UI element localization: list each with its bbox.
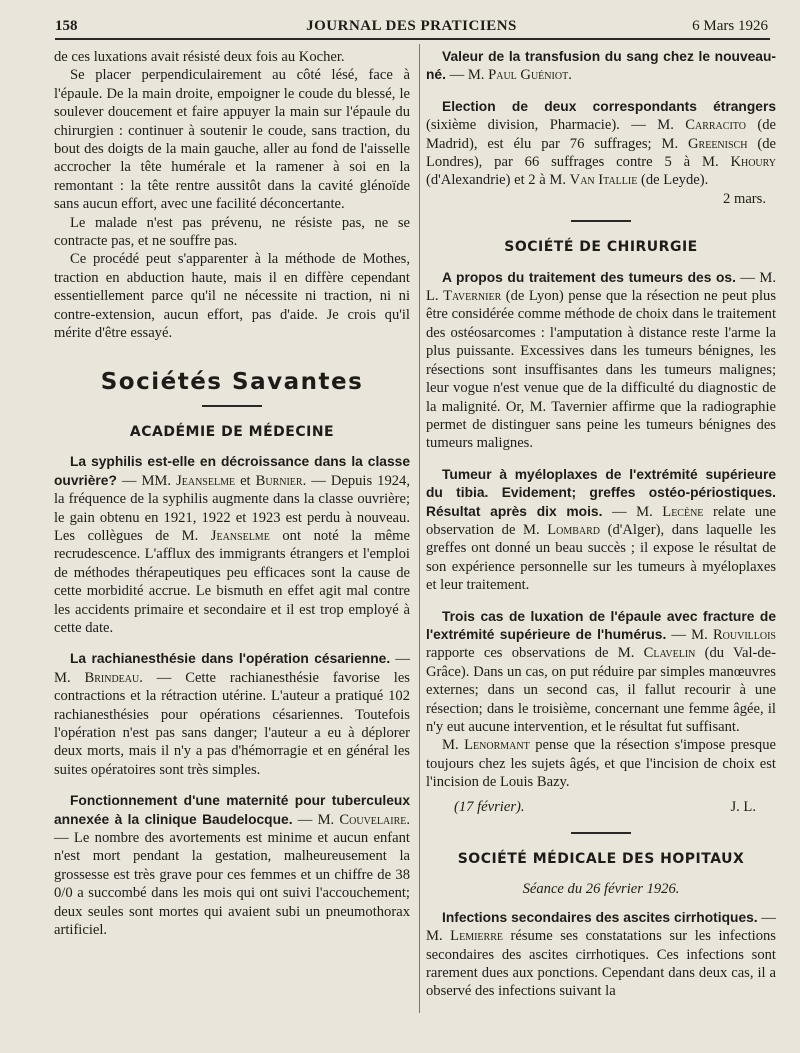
page-number: 158 <box>55 18 78 34</box>
article-rachianesthesie: La rachianesthésie dans l'opération césarienne. — M. Brindeau. — Cette rachianesthésie favorise les contractions et la rétraction utérine. L'auteur a pratiqué 102 rachianesthésies pour opérations césariennes. Toutefois l'opération n'est pas sans danger; l'auteur a eu à déplorer deux morts, mais il n'y a pas d'hémorragie et en général les suites opératoires sont très simples. <box>54 651 410 778</box>
article-ascites: Infections secondaires des ascites cirrhotiques. — M. Lemierre résume ses constatations sur les infections secondaires des ascites cirrhotiques. Ces infections sont rarement dues aux ponctions. Cependant dans deux cas, il a observé des infections suivant la <box>426 909 776 1000</box>
author-name: Greenisch <box>688 135 748 152</box>
society-heading: ACADÉMIE DE MÉDECINE <box>129 423 335 440</box>
signature-row <box>426 798 776 816</box>
author-name: Couvelaire <box>339 811 407 828</box>
article-transfusion: Valeur de la transfusion du sang chez le nouveau-né. — M. Paul Guéniot. <box>426 49 776 84</box>
author-name: Tavernier <box>443 288 502 305</box>
article-title: Fonctionnement d'une maternité pour tuberculeux annexée à la clinique Baudelocque. <box>54 793 410 827</box>
header-rule <box>55 38 770 40</box>
paragraph: Se placer perpendiculairement au côté lésé, face à l'épaule. De la main droite, empoigner le coude du blessé, le soulever doucement et faire appuyer la main sur l'épaule du chirurgien : continuer à soutenir le coude, sans traction, du bout des doigts de la main gauche, aller au fond de l'aisselle accrocher la tête humérale et la ramener à soi en la remontant : la tête rentre aussitôt dans la cavité glénoïde sans aucun effort, avec une facilité déconcertante. <box>54 67 410 213</box>
article-title: Valeur de la transfusion du sang chez le nouveau-né. <box>426 49 776 83</box>
author-name: Lemierre <box>450 928 503 945</box>
article-tumeurs: A propos du traitement des tumeurs des os. — M. L. Tavernier (de Lyon) pense que la résection ne peut plus être considérée comme méthode de choix dans le traitement des ostéosarcomes : l'amputation à distance reste l'arme la plus puissante. Excessives dans les tumeurs bénignes, les résections sont insuffisantes dans les tumeurs malignes; leur vogue n'est venue que de la difficulté du diagnostic de la malignité. Or, M. Tavernier affirme que la radiographie permet de distinguer sans peine les tumeurs bénignes des tumeurs malignes. <box>426 269 777 452</box>
article-myeloplaxes: Tumeur à myéloplaxes de l'extrémité supérieure du tibia. Evidement; greffes ostéo-périostiques. Résultat après dix mois. — M. Lecène relate une observation de M. Lombard (d'Alger), dans laquelle les greffes ont donné un beau succès ; il expose le résultat de son expérience personnelle sur les tumeurs à myéloplaxes et leur traitement. <box>426 466 776 594</box>
article-election: Election de deux correspondants étrangers (sixième division, Pharmacie). — M. Carracito (de Madrid), est élu par 76 suffrages; M. Greenisch (de Londres), par 66 suffrages contre 5 à M. Khoury (d'Alexandrie) et 2 à M. Van Itallie (de Leyde). <box>426 98 776 189</box>
divider <box>202 405 262 407</box>
article-title: Election de deux correspondants étrangers <box>442 98 776 114</box>
author-name: Rouvillois <box>712 626 776 643</box>
paragraph: M. Lenormant pense que la résection s'impose presque toujours chez les sujets âgés, et que l'incision de choix est l'incision de Louis Bazy. <box>426 737 777 791</box>
article-maternite: Fonctionnement d'une maternité pour tuberculeux annexée à la clinique Baudelocque. — M. Couvelaire. — Le nombre des avortements est minime et aucun enfant n'est mort pendant la gestation, malheureusement la grossesse est très grave pour ces femmes et un chiffre de 38 0/0 a succombé dans les mois qui ont suivi l'accouchement; deux seules sont mortes qui avaient subi un pneumothorax artificiel. <box>54 793 411 939</box>
paragraph: Le malade n'est pas prévenu, ne résiste pas, ne se contracte pas, et ne souffre pas. <box>54 214 410 250</box>
author-name: Jeanselme <box>210 527 270 544</box>
article-title: La syphilis est-elle en décroissance dans la classe ouvrière? <box>54 454 410 488</box>
paragraph: Ce procédé peut s'apparenter à la méthode de Mothes, traction en abduction haute, mais il en diffère cependant essentiellement parce qu'il ne nécessite ni traction, ni ni contre-extension, aucun effort, pas d'aide. Je crois qu'il mérite d'être essayé. <box>54 251 410 342</box>
author-name: Jeanselme <box>176 472 236 489</box>
right-column <box>426 48 776 1001</box>
article-title: A propos du traitement des tumeurs des os. <box>442 269 736 285</box>
article-title: Trois cas de luxation de l'épaule avec fracture de l'extrémité supérieure de l'humérus. <box>426 608 776 642</box>
author-name: Paul Guéniot <box>488 67 569 84</box>
author-name: Lombard <box>547 521 601 538</box>
author-initials: J. L. <box>730 798 756 815</box>
seance-date: Séance du 26 février 1926. <box>522 881 680 898</box>
author-name: Khoury <box>730 154 776 171</box>
society-heading: SOCIÉTÉ MÉDICALE DES HOPITAUX <box>457 851 745 868</box>
author-name: Lenormant <box>464 737 530 754</box>
author-name: Van Itallie <box>569 172 638 189</box>
session-date: (17 février). <box>454 798 525 815</box>
author-name: Clavelin <box>643 645 696 662</box>
society-heading: SOCIÉTÉ DE CHIRURGIE <box>504 239 698 256</box>
article-luxation: Trois cas de luxation de l'épaule avec fracture de l'extrémité supérieure de l'humérus. — M. Rouvillois rapporte ces observations de M. Clavelin (du Val-de-Grâce). Dans un cas, on put réduire par simples manœuvres externes; dans un second cas, il fallut recourir à une résection; dans le troisième, concernant une femme âgée, il n'y eut aucune intervention, et le résultat fut suffisant. <box>426 608 776 735</box>
left-column <box>54 48 410 939</box>
article-title: Infections secondaires des ascites cirrhotiques. <box>442 909 758 925</box>
running-header <box>55 16 768 38</box>
article-title: La rachianesthésie dans l'opération césarienne. <box>70 651 391 667</box>
author-name: Carracito <box>685 117 746 134</box>
column-divider <box>419 44 420 1013</box>
author-name: Burnier <box>255 472 303 489</box>
divider <box>571 220 631 222</box>
article-title: Tumeur à myéloplaxes de l'extrémité supérieure du tibia. Evidement; greffes ostéo-périostiques. Résultat après dix mois. <box>426 466 776 519</box>
author-name: Lecène <box>662 503 704 520</box>
session-date: 2 mars. <box>723 190 766 207</box>
divider <box>571 832 631 834</box>
paragraph: de ces luxations avait résisté deux fois au Kocher. <box>54 49 345 65</box>
issue-date: 6 Mars 1926 <box>692 18 768 34</box>
journal-title: JOURNAL DES PRATICIENS <box>306 18 517 34</box>
author-name: Brindeau <box>84 669 140 686</box>
article-syphilis: La syphilis est-elle en décroissance dans la classe ouvrière? — MM. Jeanselme et Burnier. — Depuis 1924, la fréquence de la syphilis augmente dans la classe ouvrière; le gain obtenu en 1921, 1922 et 1923 est perdu à nouveau. Les collègues de M. Jeanselme ont noté la même recrudescence. L'afflux des immigrants étrangers et l'emploi de méthodes thérapeutiques peu efficaces sont la cause de cette morbidité accrue. Le bismuth en effet agit mal contre les accidents primaire et secondaire et il est trop employé à cette date. <box>54 454 410 636</box>
section-heading: Sociétés Savantes <box>100 368 364 395</box>
